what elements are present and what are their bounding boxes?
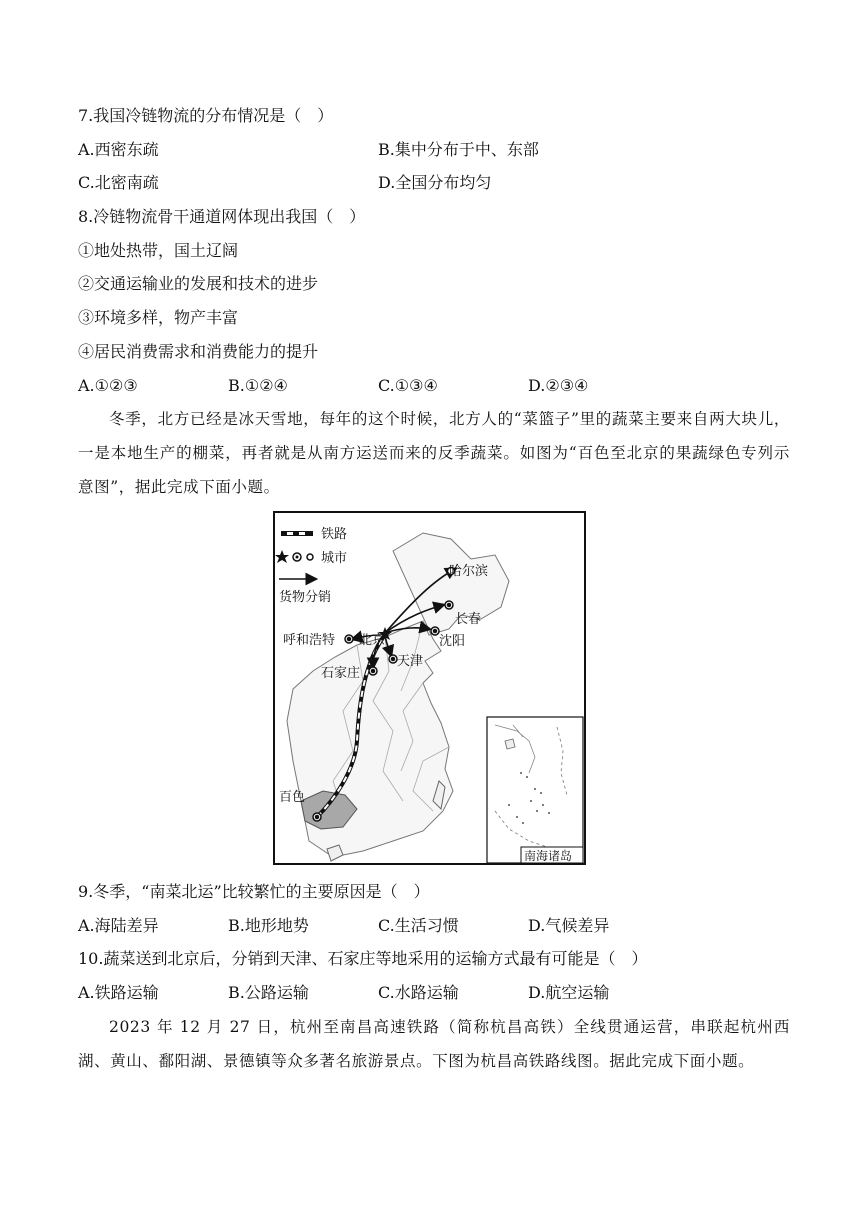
- q8-option-b: B.①②④: [228, 376, 288, 395]
- q9-option-b: B.地形地势: [228, 916, 309, 935]
- question-7-stem: 7.我国冷链物流的分布情况是（ ）: [78, 106, 334, 125]
- passage-highspeed-rail: 2023 年 12 月 27 日，杭州至南昌高速铁路（简称杭昌高铁）全线贯通运营，串联起杭州西湖、黄山、鄱阳湖、景德镇等众多著名旅游景点。下图为杭昌高铁路线图。据此完成下面小题。: [78, 1018, 790, 1070]
- inset-label: 南海诸岛: [524, 849, 573, 863]
- q8-option-d: D.②③④: [528, 376, 589, 395]
- label-changchun: 长春: [455, 612, 482, 627]
- legend-city: 城市: [321, 551, 348, 566]
- q8-statement-2: ②交通运输业的发展和技术的进步: [78, 274, 319, 293]
- q9-option-c: C.生活习惯: [378, 916, 459, 935]
- label-hohhot: 呼和浩特: [283, 633, 336, 648]
- q7-option-a: A.西密东疏: [78, 140, 159, 159]
- q7-option-d: D.全国分布均匀: [378, 173, 492, 192]
- q8-option-c: C.①③④: [378, 376, 438, 395]
- south-china-sea-inset: [487, 717, 583, 863]
- legend-railway: 铁路: [321, 527, 348, 542]
- label-shenyang: 沈阳: [439, 634, 466, 649]
- legend-distribution: 货物分销: [279, 590, 332, 605]
- baise-beijing-map: [273, 511, 586, 865]
- q8-statement-4: ④居民消费需求和消费能力的提升: [78, 342, 319, 361]
- q7-option-c: C.北密南疏: [78, 173, 159, 192]
- label-baise: 百色: [279, 790, 306, 805]
- question-10-stem: 10.蔬菜送到北京后，分销到天津、石家庄等地采用的运输方式最有可能是（ ）: [78, 949, 648, 968]
- question-8-stem: 8.冷链物流骨干通道网体现出我国（ ）: [78, 207, 366, 226]
- label-beijing: 北京: [359, 633, 386, 648]
- question-9-stem: 9.冬季，“南菜北运”比较繁忙的主要原因是（ ）: [78, 882, 430, 901]
- label-tianjin: 天津: [397, 654, 424, 669]
- q8-statement-3: ③环境多样，物产丰富: [78, 308, 239, 327]
- q7-option-b: B.集中分布于中、东部: [378, 140, 539, 159]
- q8-option-a: A.①②③: [78, 376, 138, 395]
- q9-option-a: A.海陆差异: [78, 916, 159, 935]
- label-shijiazhuang: 石家庄: [321, 666, 361, 681]
- q10-option-c: C.水路运输: [378, 983, 459, 1002]
- q8-statement-1: ①地处热带，国土辽阔: [78, 241, 239, 260]
- q10-option-d: D.航空运输: [528, 983, 610, 1002]
- q10-option-b: B.公路运输: [228, 983, 309, 1002]
- q9-option-d: D.气候差异: [528, 916, 610, 935]
- q10-option-a: A.铁路运输: [78, 983, 159, 1002]
- passage-vegetables: 冬季，北方已经是冰天雪地，每年的这个时候，北方人的“菜篮子”里的蔬菜主要来自两大块儿，一是本地生产的棚菜，再者就是从南方运送而来的反季蔬菜。如图为“百色至北京的果蔬绿色专列示意图”，据此完成下面小题。: [78, 410, 790, 496]
- label-harbin: 哈尔滨: [449, 564, 489, 579]
